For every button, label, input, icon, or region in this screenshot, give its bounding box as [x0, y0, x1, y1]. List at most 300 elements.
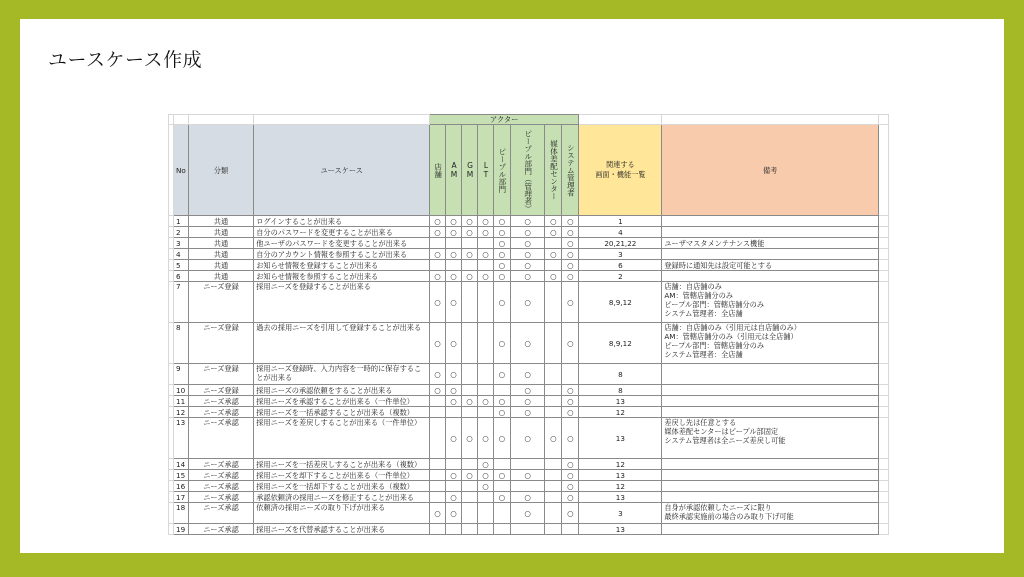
row-actor-mark: [462, 323, 478, 364]
row-actor-mark: [462, 503, 478, 524]
row-actor-mark: ○: [562, 260, 579, 271]
row-actor-mark: [493, 503, 510, 524]
table-row: [169, 323, 889, 364]
row-screens: 13: [579, 492, 662, 503]
row-actor-mark: ○: [493, 238, 510, 249]
row-actor-mark: [477, 385, 493, 396]
row-pad: [879, 385, 889, 396]
row-screens: 12: [579, 481, 662, 492]
row-actor-mark: [493, 524, 510, 535]
row-category: ニーズ登録: [188, 282, 253, 323]
header-usecase: ユースケース: [254, 125, 430, 216]
header-actor-am: AM: [446, 125, 462, 216]
row-note: [662, 470, 879, 481]
row-actor-mark: ○: [430, 503, 446, 524]
row-actor-mark: [462, 364, 478, 385]
row-actor-mark: ○: [462, 227, 478, 238]
row-actor-mark: [462, 524, 478, 535]
row-actor-mark: ○: [510, 503, 545, 524]
row-actor-mark: [545, 396, 562, 407]
row-pad: [879, 364, 889, 385]
row-actor-mark: [545, 470, 562, 481]
row-actor-mark: ○: [510, 271, 545, 282]
row-actor-mark: ○: [493, 407, 510, 418]
row-actor-mark: [545, 364, 562, 385]
row-actor-mark: [545, 481, 562, 492]
row-actor-mark: ○: [462, 418, 478, 459]
row-actor-mark: ○: [545, 227, 562, 238]
row-note: 自身が承認依頼したニーズに限り 最終承認実施前の場合のみ取り下げ可能: [662, 503, 879, 524]
row-note: [662, 216, 879, 227]
row-usecase: 自分のアカウント情報を参照することが出来る: [254, 249, 430, 260]
row-no: 19: [174, 524, 189, 535]
table-row: [169, 396, 889, 407]
row-no: 14: [174, 459, 189, 470]
row-actor-mark: ○: [510, 364, 545, 385]
row-actor-mark: ○: [493, 227, 510, 238]
row-pad: [879, 481, 889, 492]
row-actor-mark: [510, 481, 545, 492]
row-usecase: 採用ニーズを一括承認することが出来る（複数）: [254, 407, 430, 418]
row-no: 11: [174, 396, 189, 407]
row-pad: [879, 503, 889, 524]
table-row: [169, 418, 889, 459]
row-screens: 13: [579, 470, 662, 481]
row-actor-mark: ○: [446, 216, 462, 227]
row-no: 6: [174, 271, 189, 282]
row-actor-mark: ○: [493, 364, 510, 385]
row-actor-mark: ○: [462, 271, 478, 282]
row-actor-mark: ○: [477, 227, 493, 238]
row-no: 1: [174, 216, 189, 227]
row-actor-mark: ○: [510, 216, 545, 227]
row-note: [662, 407, 879, 418]
actor-caption: アクター: [430, 115, 579, 125]
row-actor-mark: ○: [545, 216, 562, 227]
row-no: 10: [174, 385, 189, 396]
row-actor-mark: [477, 282, 493, 323]
row-usecase: 過去の採用ニーズを引用して登録することが出来る: [254, 323, 430, 364]
row-actor-mark: ○: [477, 271, 493, 282]
row-pad: [879, 260, 889, 271]
row-actor-mark: [510, 524, 545, 535]
table-row: [169, 385, 889, 396]
row-pad: [879, 282, 889, 323]
slide: [20, 19, 1004, 553]
row-actor-mark: ○: [562, 481, 579, 492]
row-screens: 12: [579, 407, 662, 418]
row-actor-mark: ○: [562, 385, 579, 396]
row-actor-mark: ○: [510, 492, 545, 503]
row-actor-mark: ○: [430, 385, 446, 396]
row-note: 店舗：自店舗のみ AM：管轄店舗分のみ ピープル部門：管轄店舗分のみ システム管理者：全店舗: [662, 282, 879, 323]
row-actor-mark: [545, 323, 562, 364]
row-actor-mark: ○: [430, 227, 446, 238]
table-row: [169, 481, 889, 492]
row-actor-mark: ○: [545, 418, 562, 459]
row-actor-mark: ○: [430, 249, 446, 260]
row-actor-mark: [430, 470, 446, 481]
row-actor-mark: ○: [446, 227, 462, 238]
row-note: [662, 271, 879, 282]
row-screens: 20,21,22: [579, 238, 662, 249]
row-actor-mark: [493, 459, 510, 470]
row-no: 5: [174, 260, 189, 271]
row-actor-mark: ○: [446, 364, 462, 385]
table-row: [169, 271, 889, 282]
row-pad: [879, 396, 889, 407]
header-actor-gm: GM: [462, 125, 478, 216]
slide-title: ユースケース作成: [48, 49, 203, 71]
row-actor-mark: ○: [446, 470, 462, 481]
row-screens: 8,9,12: [579, 323, 662, 364]
row-actor-mark: ○: [562, 238, 579, 249]
row-category: ニーズ承認: [188, 459, 253, 470]
row-actor-mark: [493, 385, 510, 396]
row-screens: 13: [579, 396, 662, 407]
row-note: 差戻し先は任意とする 媒体差配センターはピープル部固定 システム管理者は全ニーズ差戻し可能: [662, 418, 879, 459]
header-actor-people-admin: ピープル部門（管理者）: [510, 125, 545, 216]
row-actor-mark: [545, 385, 562, 396]
row-actor-mark: ○: [510, 227, 545, 238]
row-category: ニーズ登録: [188, 364, 253, 385]
row-actor-mark: ○: [562, 492, 579, 503]
row-pad: [879, 459, 889, 470]
row-note: 店舗：自店舗のみ（引用元は自店舗のみ） AM：管轄店舗分のみ（引用元は全店舗） ピープル部門：管轄店舗分のみ システム管理者：全店舗: [662, 323, 879, 364]
row-screens: 8,9,12: [579, 282, 662, 323]
row-actor-mark: [430, 396, 446, 407]
row-usecase: 他ユーザのパスワードを変更することが出来る: [254, 238, 430, 249]
row-screens: 13: [579, 418, 662, 459]
row-actor-mark: ○: [446, 418, 462, 459]
table-row: [169, 364, 889, 385]
row-actor-mark: [477, 524, 493, 535]
row-actor-mark: ○: [510, 260, 545, 271]
row-actor-mark: ○: [446, 323, 462, 364]
row-actor-mark: ○: [477, 418, 493, 459]
row-category: ニーズ承認: [188, 418, 253, 459]
row-actor-mark: [545, 524, 562, 535]
row-category: ニーズ承認: [188, 524, 253, 535]
row-pad: [879, 271, 889, 282]
row-actor-mark: [462, 481, 478, 492]
row-actor-mark: [430, 459, 446, 470]
row-actor-mark: ○: [462, 216, 478, 227]
row-actor-mark: [446, 459, 462, 470]
row-actor-mark: [477, 323, 493, 364]
row-actor-mark: ○: [446, 271, 462, 282]
row-pad: [879, 216, 889, 227]
row-screens: 8: [579, 385, 662, 396]
row-usecase: 採用ニーズを一括却下することが出来る（複数）: [254, 481, 430, 492]
row-actor-mark: [562, 364, 579, 385]
row-no: 15: [174, 470, 189, 481]
row-category: ニーズ承認: [188, 481, 253, 492]
row-no: 2: [174, 227, 189, 238]
row-category: 共通: [188, 227, 253, 238]
row-actor-mark: ○: [493, 323, 510, 364]
header-category: 分類: [188, 125, 253, 216]
row-usecase: ログインすることが出来る: [254, 216, 430, 227]
row-usecase: お知らせ情報を参照することが出来る: [254, 271, 430, 282]
row-note: [662, 492, 879, 503]
row-actor-mark: ○: [545, 249, 562, 260]
row-actor-mark: ○: [493, 216, 510, 227]
table-row: [169, 503, 889, 524]
row-screens: 4: [579, 227, 662, 238]
row-actor-mark: ○: [446, 396, 462, 407]
row-actor-mark: ○: [477, 216, 493, 227]
row-actor-mark: [545, 503, 562, 524]
table-row: [169, 407, 889, 418]
row-actor-mark: ○: [493, 282, 510, 323]
row-actor-mark: ○: [493, 418, 510, 459]
row-screens: 2: [579, 271, 662, 282]
row-actor-mark: ○: [510, 249, 545, 260]
table-row: [169, 470, 889, 481]
row-actor-mark: ○: [545, 271, 562, 282]
row-note: [662, 249, 879, 260]
row-actor-mark: [446, 407, 462, 418]
row-no: 3: [174, 238, 189, 249]
row-note: 登録時に通知先は設定可能とする: [662, 260, 879, 271]
row-actor-mark: [477, 503, 493, 524]
row-category: ニーズ承認: [188, 492, 253, 503]
table-row: [169, 216, 889, 227]
row-actor-mark: [446, 260, 462, 271]
row-actor-mark: ○: [510, 418, 545, 459]
row-actor-mark: [477, 260, 493, 271]
row-actor-mark: [462, 238, 478, 249]
row-usecase: 採用ニーズを却下することが出来る（一件単位）: [254, 470, 430, 481]
row-screens: 12: [579, 459, 662, 470]
row-actor-mark: [545, 407, 562, 418]
row-usecase: お知らせ情報を登録することが出来る: [254, 260, 430, 271]
row-usecase: 採用ニーズ登録時、入力内容を一時的に保存することが出来る: [254, 364, 430, 385]
row-actor-mark: ○: [510, 282, 545, 323]
row-actor-mark: ○: [562, 470, 579, 481]
row-note: [662, 481, 879, 492]
row-category: 共通: [188, 271, 253, 282]
row-usecase: 採用ニーズを承認することが出来る（一件単位）: [254, 396, 430, 407]
row-actor-mark: ○: [510, 407, 545, 418]
row-actor-mark: ○: [446, 492, 462, 503]
row-category: 共通: [188, 260, 253, 271]
row-actor-mark: [477, 407, 493, 418]
row-note: [662, 385, 879, 396]
row-screens: 3: [579, 503, 662, 524]
row-no: 9: [174, 364, 189, 385]
row-actor-mark: [430, 492, 446, 503]
row-category: ニーズ登録: [188, 323, 253, 364]
row-actor-mark: ○: [477, 481, 493, 492]
row-no: 12: [174, 407, 189, 418]
table-row: [169, 459, 889, 470]
row-actor-mark: ○: [510, 385, 545, 396]
row-no: 13: [174, 418, 189, 459]
row-usecase: 採用ニーズを差戻しすることが出来る（一件単位）: [254, 418, 430, 459]
row-actor-mark: ○: [562, 282, 579, 323]
row-actor-mark: [462, 260, 478, 271]
row-category: ニーズ承認: [188, 470, 253, 481]
table-row: [169, 492, 889, 503]
row-actor-mark: ○: [562, 227, 579, 238]
table-row: [169, 524, 889, 535]
row-pad: [879, 227, 889, 238]
row-usecase: 採用ニーズを登録することが出来る: [254, 282, 430, 323]
row-actor-mark: [430, 260, 446, 271]
row-actor-mark: ○: [562, 323, 579, 364]
row-actor-mark: ○: [510, 238, 545, 249]
row-actor-mark: [446, 481, 462, 492]
row-actor-mark: [477, 364, 493, 385]
header-actor-lt: LT: [477, 125, 493, 216]
row-actor-mark: [462, 492, 478, 503]
row-actor-mark: [462, 282, 478, 323]
row-pad: [879, 238, 889, 249]
row-actor-mark: ○: [493, 396, 510, 407]
row-actor-mark: ○: [562, 407, 579, 418]
row-pad: [879, 407, 889, 418]
row-actor-mark: ○: [510, 396, 545, 407]
row-actor-mark: [430, 238, 446, 249]
header-screens: 関連する 画面・機能一覧: [579, 125, 662, 216]
table-row: [169, 249, 889, 260]
row-actor-mark: ○: [562, 503, 579, 524]
row-category: ニーズ登録: [188, 385, 253, 396]
row-no: 4: [174, 249, 189, 260]
row-actor-mark: ○: [462, 396, 478, 407]
row-no: 7: [174, 282, 189, 323]
row-actor-mark: [545, 260, 562, 271]
row-actor-mark: ○: [430, 364, 446, 385]
row-category: 共通: [188, 238, 253, 249]
row-usecase: 承認依頼済の採用ニーズを修正することが出来る: [254, 492, 430, 503]
row-no: 18: [174, 503, 189, 524]
row-no: 8: [174, 323, 189, 364]
row-actor-mark: ○: [562, 459, 579, 470]
row-category: ニーズ承認: [188, 396, 253, 407]
row-actor-mark: ○: [430, 323, 446, 364]
row-pad: [879, 418, 889, 459]
row-actor-mark: [545, 282, 562, 323]
row-actor-mark: ○: [446, 503, 462, 524]
row-actor-mark: ○: [462, 470, 478, 481]
row-actor-mark: [493, 481, 510, 492]
row-actor-mark: [462, 407, 478, 418]
header-actor-people: ピープル部門: [493, 125, 510, 216]
row-actor-mark: ○: [562, 216, 579, 227]
row-screens: 8: [579, 364, 662, 385]
header-actor-media-center: 媒体差配センター: [545, 125, 562, 216]
row-screens: 13: [579, 524, 662, 535]
row-actor-mark: [462, 459, 478, 470]
row-actor-mark: ○: [562, 249, 579, 260]
row-actor-mark: ○: [493, 249, 510, 260]
row-pad: [879, 470, 889, 481]
table-row: [169, 282, 889, 323]
row-category: 共通: [188, 216, 253, 227]
row-note: [662, 396, 879, 407]
row-actor-mark: [477, 492, 493, 503]
row-actor-mark: [545, 492, 562, 503]
row-usecase: 採用ニーズを代替承認することが出来る: [254, 524, 430, 535]
row-note: [662, 227, 879, 238]
row-actor-mark: ○: [493, 470, 510, 481]
row-actor-mark: ○: [430, 282, 446, 323]
row-no: 17: [174, 492, 189, 503]
row-actor-mark: [510, 459, 545, 470]
row-actor-mark: ○: [562, 271, 579, 282]
spreadsheet-image: [168, 114, 889, 553]
row-actor-mark: [477, 238, 493, 249]
row-actor-mark: ○: [477, 470, 493, 481]
row-actor-mark: [430, 524, 446, 535]
row-actor-mark: ○: [562, 418, 579, 459]
row-category: ニーズ承認: [188, 407, 253, 418]
row-pad: [879, 492, 889, 503]
row-screens: 1: [579, 216, 662, 227]
row-note: [662, 459, 879, 470]
row-no: 16: [174, 481, 189, 492]
row-actor-mark: ○: [562, 396, 579, 407]
header-actor-store: 店舗: [430, 125, 446, 216]
usecase-table: [168, 114, 889, 535]
header-actor-sysadmin: システム管理者: [562, 125, 579, 216]
row-actor-mark: ○: [493, 492, 510, 503]
row-actor-mark: ○: [430, 216, 446, 227]
row-actor-mark: ○: [446, 249, 462, 260]
row-actor-mark: [430, 407, 446, 418]
header-no: No: [174, 125, 189, 216]
row-actor-mark: ○: [477, 249, 493, 260]
row-screens: 6: [579, 260, 662, 271]
table-row: [169, 260, 889, 271]
row-actor-mark: ○: [462, 249, 478, 260]
header-notes: 備考: [662, 125, 879, 216]
row-usecase: 自分のパスワードを変更することが出来る: [254, 227, 430, 238]
row-pad: [879, 249, 889, 260]
row-actor-mark: ○: [446, 385, 462, 396]
row-actor-mark: ○: [477, 459, 493, 470]
row-actor-mark: [545, 238, 562, 249]
row-actor-mark: [430, 418, 446, 459]
row-actor-mark: [545, 459, 562, 470]
row-actor-mark: ○: [510, 323, 545, 364]
row-usecase: 依頼済の採用ニーズの取り下げが出来る: [254, 503, 430, 524]
row-actor-mark: ○: [510, 470, 545, 481]
row-actor-mark: [446, 524, 462, 535]
row-note: [662, 524, 879, 535]
row-actor-mark: ○: [446, 282, 462, 323]
row-actor-mark: [430, 481, 446, 492]
row-actor-mark: ○: [493, 271, 510, 282]
row-pad: [879, 323, 889, 364]
row-pad: [879, 524, 889, 535]
row-actor-mark: ○: [430, 271, 446, 282]
row-actor-mark: [562, 524, 579, 535]
row-actor-mark: ○: [493, 260, 510, 271]
row-screens: 3: [579, 249, 662, 260]
table-row: [169, 238, 889, 249]
row-category: ニーズ承認: [188, 503, 253, 524]
table-row: [169, 227, 889, 238]
row-note: ユーザマスタメンテナンス機能: [662, 238, 879, 249]
row-usecase: 採用ニーズを一括差戻しすることが出来る（複数）: [254, 459, 430, 470]
row-actor-mark: [462, 385, 478, 396]
row-actor-mark: [446, 238, 462, 249]
row-category: 共通: [188, 249, 253, 260]
